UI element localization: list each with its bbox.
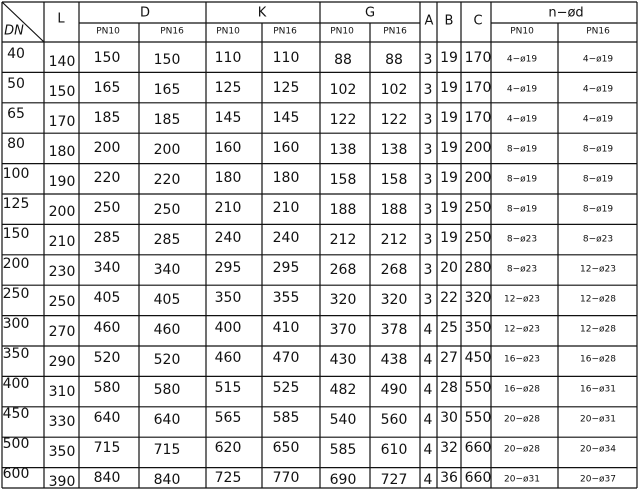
cell-dn: 500 xyxy=(2,436,30,452)
header-a: A xyxy=(424,13,434,29)
cell-dn: 600 xyxy=(2,466,30,482)
cell-k10: 350 xyxy=(214,290,242,306)
cell-n16: 4−ø19 xyxy=(582,114,614,125)
cell-d16: 580 xyxy=(153,382,181,398)
cell-n10: 4−ø19 xyxy=(506,54,538,65)
header-l: L xyxy=(57,11,65,27)
header-d: D xyxy=(139,5,151,21)
cell-n10: 20−ø28 xyxy=(504,444,540,455)
header-dn: DN xyxy=(4,23,24,39)
cell-dn: 250 xyxy=(2,286,30,302)
cell-dn: 200 xyxy=(2,256,30,272)
cell-n16: 20−ø34 xyxy=(580,444,616,455)
cell-g10: 482 xyxy=(329,382,357,398)
cell-d16: 250 xyxy=(153,202,181,218)
header-g-pn16: PN16 xyxy=(383,26,407,37)
cell-n16: 8−ø19 xyxy=(582,144,614,155)
cell-k16: 125 xyxy=(272,80,300,96)
cell-b: 22 xyxy=(440,290,458,306)
cell-dn: 80 xyxy=(7,136,25,152)
cell-k16: 410 xyxy=(272,320,300,336)
cell-b: 20 xyxy=(440,260,458,276)
cell-b: 32 xyxy=(440,440,458,456)
cell-k16: 110 xyxy=(272,50,300,66)
cell-a: 3 xyxy=(423,202,433,218)
cell-g10: 158 xyxy=(329,172,357,188)
cell-dn: 400 xyxy=(2,376,30,392)
cell-d10: 185 xyxy=(93,110,121,126)
cell-c: 450 xyxy=(464,350,492,366)
cell-l: 140 xyxy=(48,54,76,70)
cell-n16: 4−ø19 xyxy=(582,84,614,95)
cell-a: 4 xyxy=(423,412,433,428)
cell-b: 30 xyxy=(440,410,458,426)
cell-c: 200 xyxy=(464,140,492,156)
cell-d16: 285 xyxy=(153,232,181,248)
cell-k16: 770 xyxy=(272,470,300,486)
cell-n16: 4−ø19 xyxy=(582,54,614,65)
cell-dn: 100 xyxy=(2,166,30,182)
header-d-pn10: PN10 xyxy=(96,26,120,37)
cell-d10: 840 xyxy=(93,470,121,486)
header-g: G xyxy=(364,5,376,21)
cell-k10: 460 xyxy=(214,350,242,366)
cell-a: 3 xyxy=(423,52,433,68)
cell-d10: 220 xyxy=(93,170,121,186)
cell-k10: 210 xyxy=(214,200,242,216)
cell-g16: 122 xyxy=(380,112,408,128)
cell-b: 19 xyxy=(440,50,458,66)
cell-a: 3 xyxy=(423,292,433,308)
header-c: C xyxy=(473,13,483,29)
cell-d10: 200 xyxy=(93,140,121,156)
cell-a: 3 xyxy=(423,172,433,188)
cell-n16: 20−ø31 xyxy=(580,414,616,425)
cell-g10: 540 xyxy=(329,412,357,428)
header-g-pn10: PN10 xyxy=(330,26,354,37)
cell-b: 19 xyxy=(440,230,458,246)
cell-a: 4 xyxy=(423,382,433,398)
cell-n16: 16−ø28 xyxy=(580,354,616,365)
cell-c: 660 xyxy=(464,470,492,486)
cell-d16: 460 xyxy=(153,322,181,338)
cell-l: 180 xyxy=(48,144,76,160)
cell-dn: 125 xyxy=(2,196,30,212)
cell-d10: 285 xyxy=(93,230,121,246)
cell-l: 390 xyxy=(48,474,76,490)
cell-n16: 12−ø28 xyxy=(580,324,616,335)
cell-l: 210 xyxy=(48,234,76,250)
cell-d16: 340 xyxy=(153,262,181,278)
cell-a: 4 xyxy=(423,442,433,458)
cell-c: 200 xyxy=(464,170,492,186)
cell-c: 550 xyxy=(464,380,492,396)
cell-a: 3 xyxy=(423,112,433,128)
cell-g10: 268 xyxy=(329,262,357,278)
cell-g16: 320 xyxy=(380,292,408,308)
cell-n10: 4−ø19 xyxy=(506,114,538,125)
cell-a: 4 xyxy=(423,352,433,368)
cell-g10: 138 xyxy=(329,142,357,158)
cell-k10: 620 xyxy=(214,440,242,456)
cell-g10: 88 xyxy=(334,52,352,68)
cell-n10: 16−ø23 xyxy=(504,354,540,365)
cell-n16: 20−ø37 xyxy=(580,474,616,485)
cell-c: 170 xyxy=(464,80,492,96)
cell-c: 660 xyxy=(464,440,492,456)
cell-g10: 102 xyxy=(329,82,357,98)
cell-k16: 470 xyxy=(272,350,300,366)
header-nd-pn10: PN10 xyxy=(510,26,534,37)
header-k-pn10: PN10 xyxy=(216,26,240,37)
cell-k10: 725 xyxy=(214,470,242,486)
cell-g16: 88 xyxy=(385,52,403,68)
cell-g16: 490 xyxy=(380,382,408,398)
cell-b: 19 xyxy=(440,170,458,186)
cell-d16: 220 xyxy=(153,172,181,188)
cell-c: 550 xyxy=(464,410,492,426)
cell-k10: 565 xyxy=(214,410,242,426)
cell-g16: 727 xyxy=(380,472,408,488)
cell-n16: 8−ø19 xyxy=(582,174,614,185)
cell-dn: 350 xyxy=(2,346,30,362)
cell-n10: 8−ø19 xyxy=(506,144,538,155)
header-bolt-holes: n−ød xyxy=(548,5,584,21)
cell-d10: 340 xyxy=(93,260,121,276)
cell-k10: 180 xyxy=(214,170,242,186)
header-d-pn16: PN16 xyxy=(160,26,184,37)
cell-k16: 160 xyxy=(272,140,300,156)
cell-d10: 640 xyxy=(93,410,121,426)
cell-d16: 520 xyxy=(153,352,181,368)
cell-dn: 40 xyxy=(7,46,25,62)
cell-a: 3 xyxy=(423,232,433,248)
cell-k10: 515 xyxy=(214,380,242,396)
cell-k16: 180 xyxy=(272,170,300,186)
cell-g10: 690 xyxy=(329,472,357,488)
cell-d16: 840 xyxy=(153,472,181,488)
cell-c: 170 xyxy=(464,50,492,66)
cell-d10: 405 xyxy=(93,290,121,306)
cell-d10: 250 xyxy=(93,200,121,216)
cell-l: 310 xyxy=(48,384,76,400)
cell-g10: 430 xyxy=(329,352,357,368)
cell-k10: 125 xyxy=(214,80,242,96)
cell-d10: 150 xyxy=(93,50,121,66)
cell-k16: 525 xyxy=(272,380,300,396)
cell-g10: 122 xyxy=(329,112,357,128)
cell-b: 28 xyxy=(440,380,458,396)
cell-l: 170 xyxy=(48,114,76,130)
cell-n10: 20−ø31 xyxy=(504,474,540,485)
cell-b: 25 xyxy=(440,320,458,336)
cell-dn: 50 xyxy=(7,76,25,92)
cell-n16: 16−ø31 xyxy=(580,384,616,395)
cell-c: 170 xyxy=(464,110,492,126)
cell-g10: 320 xyxy=(329,292,357,308)
cell-c: 250 xyxy=(464,230,492,246)
cell-n16: 8−ø19 xyxy=(582,204,614,215)
cell-c: 280 xyxy=(464,260,492,276)
cell-a: 4 xyxy=(423,322,433,338)
cell-l: 200 xyxy=(48,204,76,220)
cell-d10: 165 xyxy=(93,80,121,96)
header-nd-pn16: PN16 xyxy=(586,26,610,37)
cell-n16: 12−ø28 xyxy=(580,294,616,305)
cell-l: 190 xyxy=(48,174,76,190)
cell-n10: 16−ø28 xyxy=(504,384,540,395)
cell-k16: 355 xyxy=(272,290,300,306)
cell-d10: 580 xyxy=(93,380,121,396)
cell-g16: 438 xyxy=(380,352,408,368)
cell-g16: 610 xyxy=(380,442,408,458)
cell-k16: 145 xyxy=(272,110,300,126)
cell-dn: 65 xyxy=(7,106,25,122)
cell-g10: 585 xyxy=(329,442,357,458)
cell-g16: 158 xyxy=(380,172,408,188)
cell-b: 27 xyxy=(440,350,458,366)
cell-b: 19 xyxy=(440,80,458,96)
cell-g16: 378 xyxy=(380,322,408,338)
cell-l: 330 xyxy=(48,414,76,430)
cell-c: 320 xyxy=(464,290,492,306)
cell-b: 19 xyxy=(440,110,458,126)
cell-k10: 160 xyxy=(214,140,242,156)
cell-b: 19 xyxy=(440,140,458,156)
cell-g16: 268 xyxy=(380,262,408,278)
cell-g16: 560 xyxy=(380,412,408,428)
cell-k16: 295 xyxy=(272,260,300,276)
cell-n10: 20−ø28 xyxy=(504,414,540,425)
cell-g16: 102 xyxy=(380,82,408,98)
cell-n10: 12−ø23 xyxy=(504,294,540,305)
cell-b: 36 xyxy=(440,470,458,486)
cell-g16: 212 xyxy=(380,232,408,248)
cell-dn: 450 xyxy=(2,406,30,422)
header-b: B xyxy=(444,13,454,29)
cell-l: 270 xyxy=(48,324,76,340)
cell-n16: 8−ø23 xyxy=(582,234,614,245)
cell-k10: 295 xyxy=(214,260,242,276)
cell-l: 150 xyxy=(48,84,76,100)
cell-g10: 212 xyxy=(329,232,357,248)
cell-d16: 640 xyxy=(153,412,181,428)
cell-a: 4 xyxy=(423,472,433,488)
cell-d16: 165 xyxy=(153,82,181,98)
cell-n16: 12−ø23 xyxy=(580,264,616,275)
cell-n10: 12−ø23 xyxy=(504,324,540,335)
header-k-pn16: PN16 xyxy=(273,26,297,37)
cell-d10: 460 xyxy=(93,320,121,336)
cell-c: 250 xyxy=(464,200,492,216)
cell-b: 19 xyxy=(440,200,458,216)
cell-k10: 400 xyxy=(214,320,242,336)
cell-g10: 188 xyxy=(329,202,357,218)
cell-k10: 110 xyxy=(214,50,242,66)
cell-l: 230 xyxy=(48,264,76,280)
header-k: K xyxy=(257,5,267,21)
cell-g10: 370 xyxy=(329,322,357,338)
cell-l: 350 xyxy=(48,444,76,460)
cell-d10: 520 xyxy=(93,350,121,366)
cell-dn: 150 xyxy=(2,226,30,242)
cell-d16: 185 xyxy=(153,112,181,128)
cell-k10: 145 xyxy=(214,110,242,126)
cell-c: 350 xyxy=(464,320,492,336)
cell-n10: 8−ø19 xyxy=(506,204,538,215)
cell-l: 250 xyxy=(48,294,76,310)
cell-g16: 138 xyxy=(380,142,408,158)
cell-dn: 300 xyxy=(2,316,30,332)
cell-k16: 210 xyxy=(272,200,300,216)
cell-n10: 8−ø19 xyxy=(506,174,538,185)
cell-k16: 650 xyxy=(272,440,300,456)
cell-d16: 405 xyxy=(153,292,181,308)
cell-k10: 240 xyxy=(214,230,242,246)
cell-a: 3 xyxy=(423,82,433,98)
cell-k16: 240 xyxy=(272,230,300,246)
cell-d10: 715 xyxy=(93,440,121,456)
cell-k16: 585 xyxy=(272,410,300,426)
cell-n10: 8−ø23 xyxy=(506,264,538,275)
cell-a: 3 xyxy=(423,142,433,158)
cell-d16: 715 xyxy=(153,442,181,458)
cell-a: 3 xyxy=(423,262,433,278)
cell-n10: 4−ø19 xyxy=(506,84,538,95)
cell-l: 290 xyxy=(48,354,76,370)
cell-g16: 188 xyxy=(380,202,408,218)
cell-d16: 150 xyxy=(153,52,181,68)
cell-d16: 200 xyxy=(153,142,181,158)
cell-n10: 8−ø23 xyxy=(506,234,538,245)
